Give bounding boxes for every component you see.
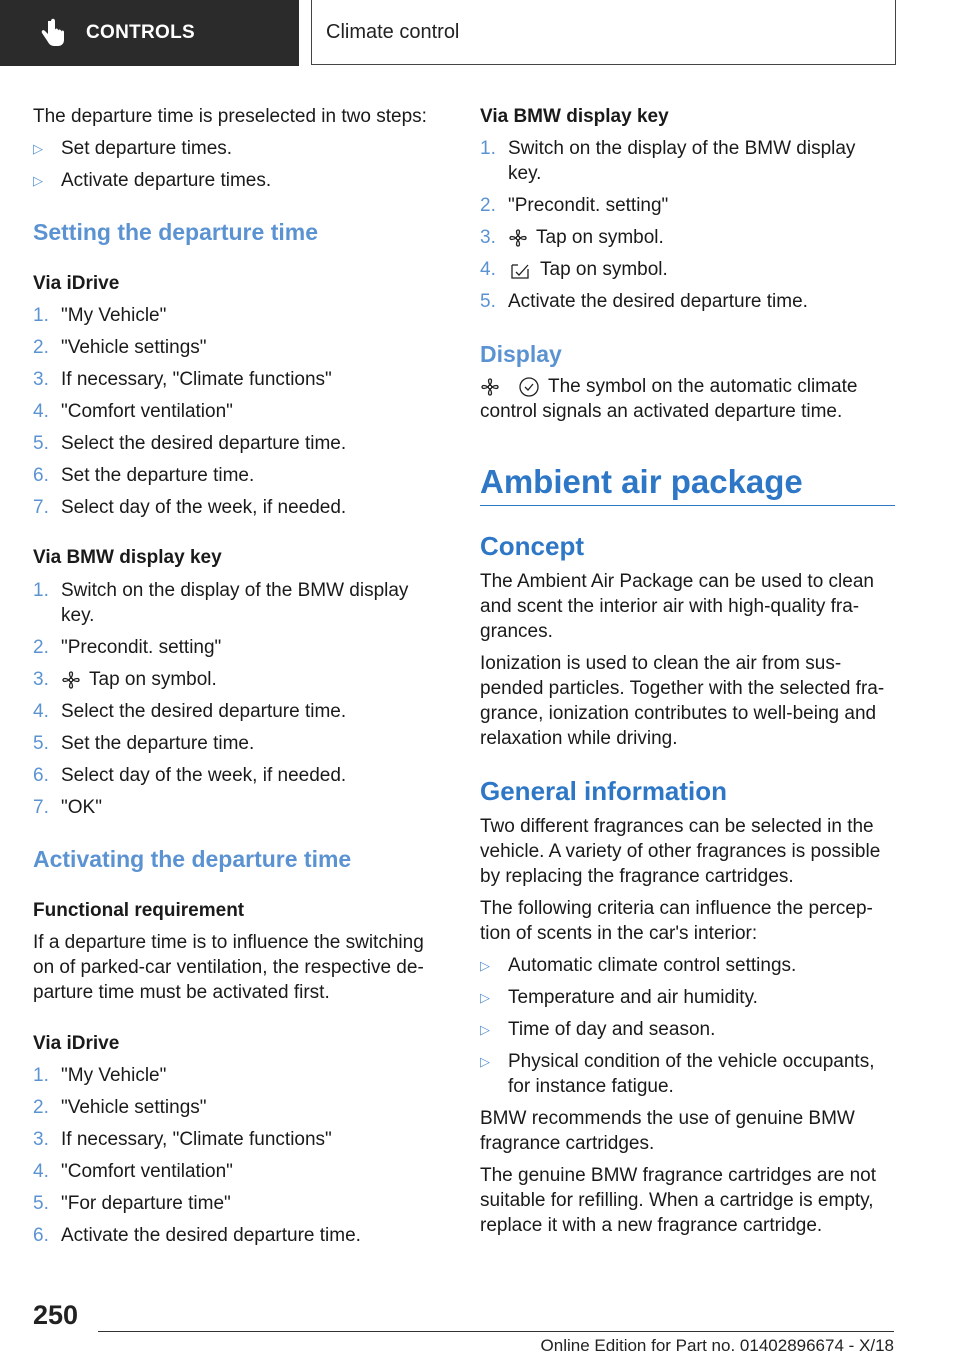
edition-note: Online Edition for Part no. 01402896674 - X/18: [540, 1336, 894, 1355]
paragraph: The Ambient Air Package can be used to clean and scent the interior air with high-quality fra‐grances.: [480, 571, 874, 642]
bullet-triangle-icon: ▷: [33, 141, 43, 156]
subheading: Functional requirement: [33, 900, 245, 921]
subheading: Via BMW display key: [480, 106, 669, 127]
section-label: CONTROLS: [86, 22, 196, 43]
subheading: Via BMW display key: [33, 547, 222, 568]
footer-divider: [98, 1331, 894, 1332]
bullet-triangle-icon: ▷: [480, 958, 490, 973]
bullet-triangle-icon: ▷: [480, 1054, 490, 1069]
chapter-heading: Ambient air package: [480, 463, 803, 500]
section-heading: Activating the departure time: [33, 846, 352, 872]
section-heading: Display: [480, 341, 562, 367]
fan-icon: [508, 228, 528, 248]
hand-pointer-icon: [40, 18, 66, 48]
section-heading: Concept: [480, 531, 584, 561]
intro-text: The departure time is preselected in two steps:: [33, 106, 427, 127]
section-heading: Setting the departure time: [33, 219, 318, 245]
fan-icon: [480, 377, 500, 397]
subheading: Via iDrive: [33, 273, 120, 294]
chapter-label: Climate control: [326, 20, 460, 43]
paragraph: The symbol on the automatic climate control signals an activated departure time.: [480, 376, 858, 422]
bullet-triangle-icon: ▷: [33, 173, 43, 188]
bullet-triangle-icon: ▷: [480, 1022, 490, 1037]
paragraph: BMW recommends the use of genuine BMW fragrance cartridges.: [480, 1108, 855, 1154]
paragraph: The following criteria can influence the percep‐tion of scents in the car's interior:: [480, 898, 873, 944]
page-number: 250: [33, 1300, 79, 1330]
timer-check-icon: [508, 259, 532, 281]
clock-check-icon: [518, 376, 540, 398]
heading-rule: [480, 505, 895, 506]
section-heading: General information: [480, 776, 728, 806]
bullet-triangle-icon: ▷: [480, 990, 490, 1005]
fan-icon: [61, 670, 81, 690]
subheading: Via iDrive: [33, 1033, 120, 1054]
section-tab: [0, 0, 299, 66]
paragraph: If a departure time is to influence the switching on of parked-car ventilation, the respective de‐parture time must be activated first.: [33, 932, 424, 1003]
chapter-tab: [311, 0, 896, 65]
paragraph: Two different fragrances can be selected in the vehicle. A variety of other fragrances is possible by replacing the fragrance cartridges.: [480, 816, 881, 887]
page-header: [0, 0, 960, 66]
paragraph: Ionization is used to clean the air from sus‐pended particles. Together with the selected fra‐grance, ionization contributes to well-being and relaxation while driving.: [480, 653, 885, 749]
paragraph: The genuine BMW fragrance cartridges are not suitable for refilling. When a cartridge is empty, replace it with a new fragrance cartridge.: [480, 1165, 877, 1236]
